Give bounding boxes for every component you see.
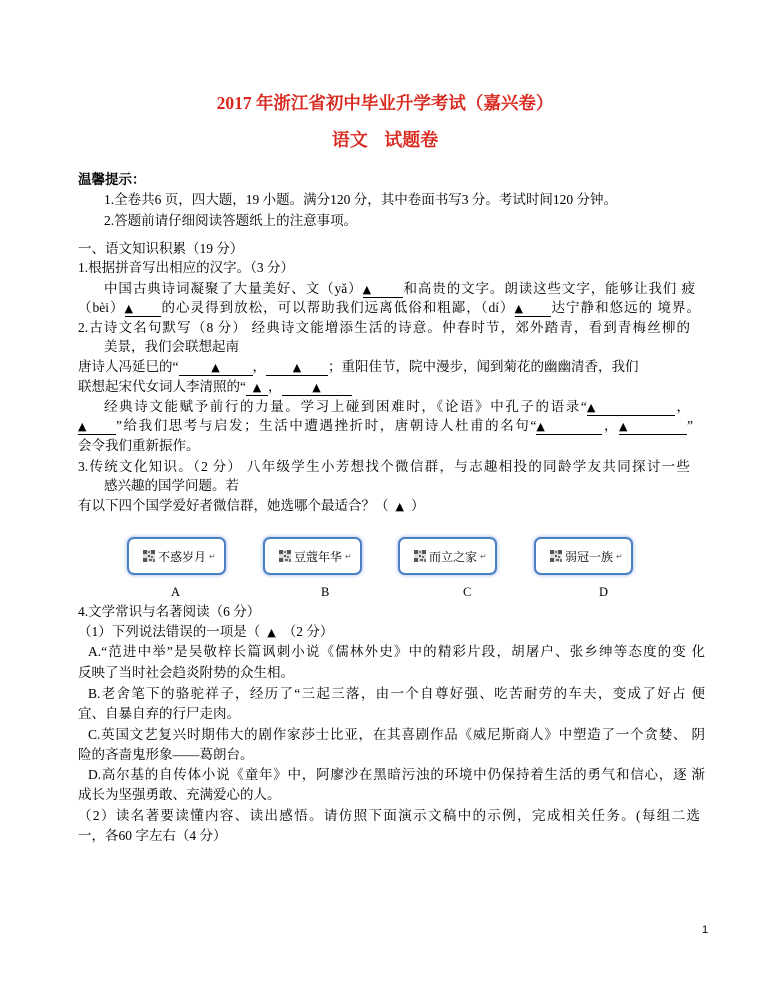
question-stem: 2.古诗文名句默写（8 分） 经典诗文能增添生活的诗意。仲春时节，郊外踏青，看到青梅丝柳的 <box>78 320 690 335</box>
group-name: 而立之家 <box>429 549 478 564</box>
question-line: （2）读名著要读懂内容、读出感悟。请仿照下面演示文稿中的示例，完成相关任务。(每组二选 <box>78 808 700 823</box>
wechat-group-card <box>534 537 633 575</box>
paragraph-mark-icon: ↵ <box>345 551 352 561</box>
answer-blank: ▲ <box>536 420 602 435</box>
text-segment: 联想起宋代女词人李清照的“ <box>78 379 246 394</box>
text-segment: 达宁静和悠远的 境界。 <box>550 300 700 315</box>
answer-blank: ▲ <box>266 361 328 376</box>
qr-code-icon <box>143 550 155 562</box>
notice-heading: 温馨提示： <box>78 172 146 187</box>
answer-blank: ▲ <box>587 401 675 416</box>
text-segment: 和高贵的文字。朗读这些文字，能够让我们 疲 <box>402 281 695 296</box>
choice-option-cont: 险的吝啬鬼形象——葛朗台。 <box>78 747 254 762</box>
text-segment: （1）下列说法错误的一项是（ <box>78 624 261 639</box>
paragraph-mark-icon: ↵ <box>480 551 487 561</box>
text-segment: ， <box>268 379 282 394</box>
question-line <box>78 622 333 642</box>
notice-item: 2.答题前请仔细阅读答题纸上的注意事项。 <box>104 213 358 228</box>
group-name: 不惑岁月 <box>158 549 207 564</box>
question-line <box>78 416 693 436</box>
answer-blank: ▲ <box>363 283 403 298</box>
text-segment: ， <box>252 359 266 374</box>
section-heading: 一、语文知识积累（19 分） <box>78 241 244 256</box>
question-line <box>78 496 424 516</box>
text-segment: ， <box>674 399 690 414</box>
question-line <box>78 357 639 377</box>
paragraph-mark-icon: ↵ <box>616 551 623 561</box>
answer-blank: ▲ <box>619 420 687 435</box>
question-line: 一，各60 字左右（4 分） <box>78 828 227 843</box>
answer-blank: ▲ <box>515 302 551 317</box>
question-line <box>78 377 352 397</box>
option-letter: C <box>463 585 472 599</box>
question-line: 感兴趣的国学问题。若 <box>104 478 239 493</box>
text-segment: （bèi） <box>78 300 125 315</box>
exam-title: 2017 年浙江省初中毕业升学考试（嘉兴卷） <box>216 93 554 113</box>
answer-blank: ▲ <box>179 361 253 376</box>
group-name: 弱冠一族 <box>565 549 614 564</box>
choice-option: A.“范进中举”是吴敬梓长篇讽刺小说《儒林外史》中的精彩片段，胡屠户、张乡绅等态度的变 化 <box>88 644 705 659</box>
text-segment: ；重阳佳节，院中漫步，闻到菊花的幽幽清香，我们 <box>328 359 639 374</box>
text-segment: ”给我们思考与启发；生活中遭遇挫折时，唐朝诗人杜甫的名句“ <box>116 418 537 433</box>
question-line <box>104 279 695 299</box>
answer-mark: ▲ <box>267 626 276 639</box>
paragraph-mark-icon: ↵ <box>209 551 216 561</box>
question-stem: 3.传统文化知识。（2 分） 八年级学生小芳想找个微信群，与志趣相投的同龄学友共同探讨一些 <box>78 459 690 474</box>
text-segment: （2 分） <box>282 624 334 639</box>
option-letter: A <box>171 585 181 599</box>
text-segment: 唐诗人冯延巳的“ <box>78 359 179 374</box>
text-segment: ， <box>602 418 620 433</box>
question-stem: 1.根据拼音写出相应的汉字。（3 分） <box>78 260 294 275</box>
page-number: 1 <box>702 924 709 936</box>
qr-code-icon <box>550 550 562 562</box>
choice-option-cont: 成长为坚强勇敢、充满爱心的人。 <box>78 787 281 802</box>
wechat-group-card <box>398 537 497 575</box>
text-segment: 有以下四个国学爱好者微信群，她选哪个最适合？（ <box>78 498 389 513</box>
qr-code-icon <box>279 550 291 562</box>
answer-blank: ▲ <box>78 420 116 435</box>
question-line <box>78 298 700 318</box>
choice-option-cont: 宜、自暴自弃的行尸走肉。 <box>78 706 240 721</box>
question-stem: 4.文学常识与名著阅读（6 分） <box>78 604 261 619</box>
question-line: 会令我们重新振作。 <box>78 438 200 453</box>
answer-mark: ▲ <box>395 500 404 513</box>
option-letter: D <box>599 585 609 599</box>
answer-blank: ▲ <box>246 381 268 396</box>
text-segment: ） <box>410 498 425 513</box>
choice-option: D.高尔基的自传体小说《童年》中，阿廖沙在黑暗污浊的环境中仍保持着生活的勇气和信心，逐 渐 <box>88 767 705 782</box>
answer-blank: ▲ <box>125 302 161 317</box>
text-segment: 经典诗文能赋予前行的力量。学习上碰到困难时，《论语》中孔子的语录“ <box>104 399 587 414</box>
text-segment: 中国古典诗词凝聚了大量美好、文（yǎ） <box>104 281 363 296</box>
answer-blank: ▲ <box>282 381 352 396</box>
question-line: 美景，我们会联想起南 <box>104 339 239 354</box>
qr-code-icon <box>414 550 426 562</box>
text-segment: 的心灵得到放松，可以帮助我们远离低俗和粗鄙，（dí） <box>160 300 515 315</box>
choice-option: C.英国文艺复兴时期伟大的剧作家莎士比亚，在其喜剧作品《威尼斯商人》中塑造了一个贪婪、 阴 <box>88 727 705 742</box>
wechat-group-card <box>263 537 362 575</box>
exam-subtitle: 语文 试题卷 <box>331 130 439 150</box>
option-letter: B <box>321 585 330 599</box>
text-segment: ” <box>687 418 693 433</box>
notice-item: 1.全卷共6 页，四大题，19 小题。满分120 分，其中卷面书写3 分。考试时间120 分钟。 <box>104 192 617 207</box>
choice-option: B.老舍笔下的骆驼祥子，经历了“三起三落，由一个自尊好强、吃苦耐劳的车夫，变成了好占 便 <box>88 686 705 701</box>
question-line <box>104 397 690 417</box>
choice-option-cont: 反映了当时社会趋炎附势的众生相。 <box>78 665 294 680</box>
wechat-group-card <box>127 537 226 575</box>
group-name: 豆蔻年华 <box>294 549 343 564</box>
